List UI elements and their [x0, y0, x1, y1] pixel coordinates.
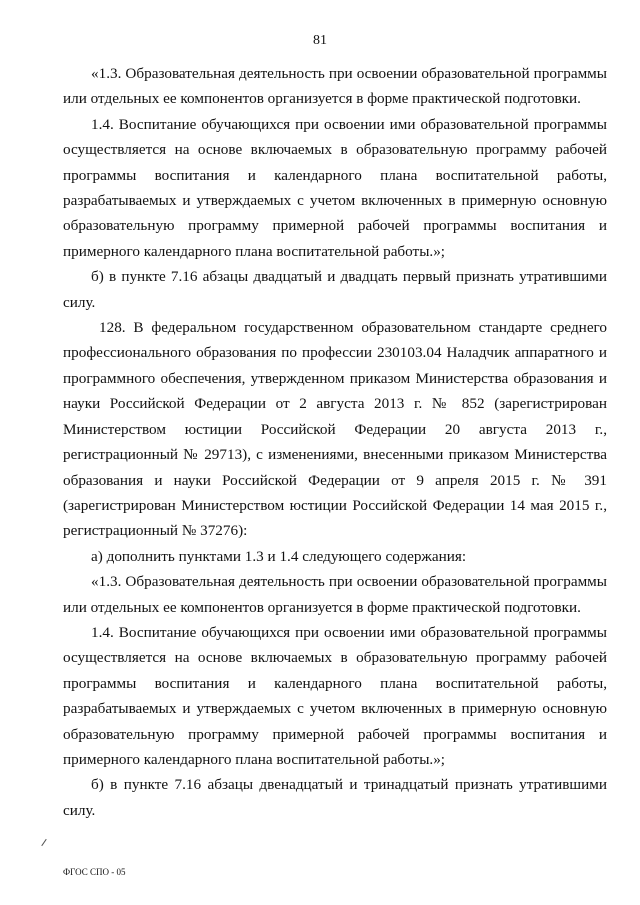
- paragraph-1-3-second: «1.3. Образовательная деятельность при освоении образовательной программы или отдельных ее компонентов организуется в форме практической подготовки.: [63, 573, 607, 616]
- document-body: [63, 61, 607, 823]
- footer-label: ФГОС СПО - 05: [63, 867, 126, 877]
- paragraph-a: а) дополнить пунктами 1.3 и 1.4 следующего содержания:: [91, 547, 467, 565]
- page-number: 81: [313, 33, 327, 48]
- paragraph-b-first: б) в пункте 7.16 абзацы двадцатый и двадцать первый признать утратившими силу.: [63, 268, 607, 311]
- paragraph-b-second: б) в пункте 7.16 абзацы двенадцатый и тринадцатый признать утратившими силу.: [63, 776, 607, 819]
- paragraph-1-4-first: 1.4. Воспитание обучающихся при освоении ими образовательной программы осуществляется на основе включаемых в образовательную программу рабочей программы воспитания и календарного плана воспитательной работы, разрабатываемых и утверждаемых с учетом включенных в примерную основную образовательную программу примерной рабочей программы воспитания и примерного календарного плана воспитательной работы.»;: [63, 115, 607, 260]
- paragraph-1-4-second: 1.4. Воспитание обучающихся при освоении ими образовательной программы осуществляется на основе включаемых в образовательную программу рабочей программы воспитания и календарного плана воспитательной работы, разрабатываемых и утверждаемых с учетом включенных в примерную основную образовательную программу примерной рабочей программы воспитания и примерного календарного плана воспитательной работы.»;: [63, 623, 607, 768]
- pen-mark: [41, 839, 46, 846]
- paragraph-1-3-first: «1.3. Образовательная деятельность при освоении образовательной программы или отдельных ее компонентов организуется в форме практической подготовки.: [63, 65, 607, 108]
- paragraph-128: 128. В федеральном государственном образовательном стандарте среднего профессионального образования по профессии 230103.04 Наладчик аппаратного и программного обеспечения, утвержденном приказом Министерства образования и науки Российской Федерации от 2 августа 2013 г. № 852 (зарегистрирован Министерством юстиции Российской Федерации 20 августа 2013 г., регистрационный № 29713), с изменениями, внесенными приказом Министерства образования и науки Российской Федерации от 9 апреля 2015 г. № 391 (зарегистрирован Министерством юстиции Российской Федерации 14 мая 2015 г., регистрационный № 37276):: [63, 319, 607, 540]
